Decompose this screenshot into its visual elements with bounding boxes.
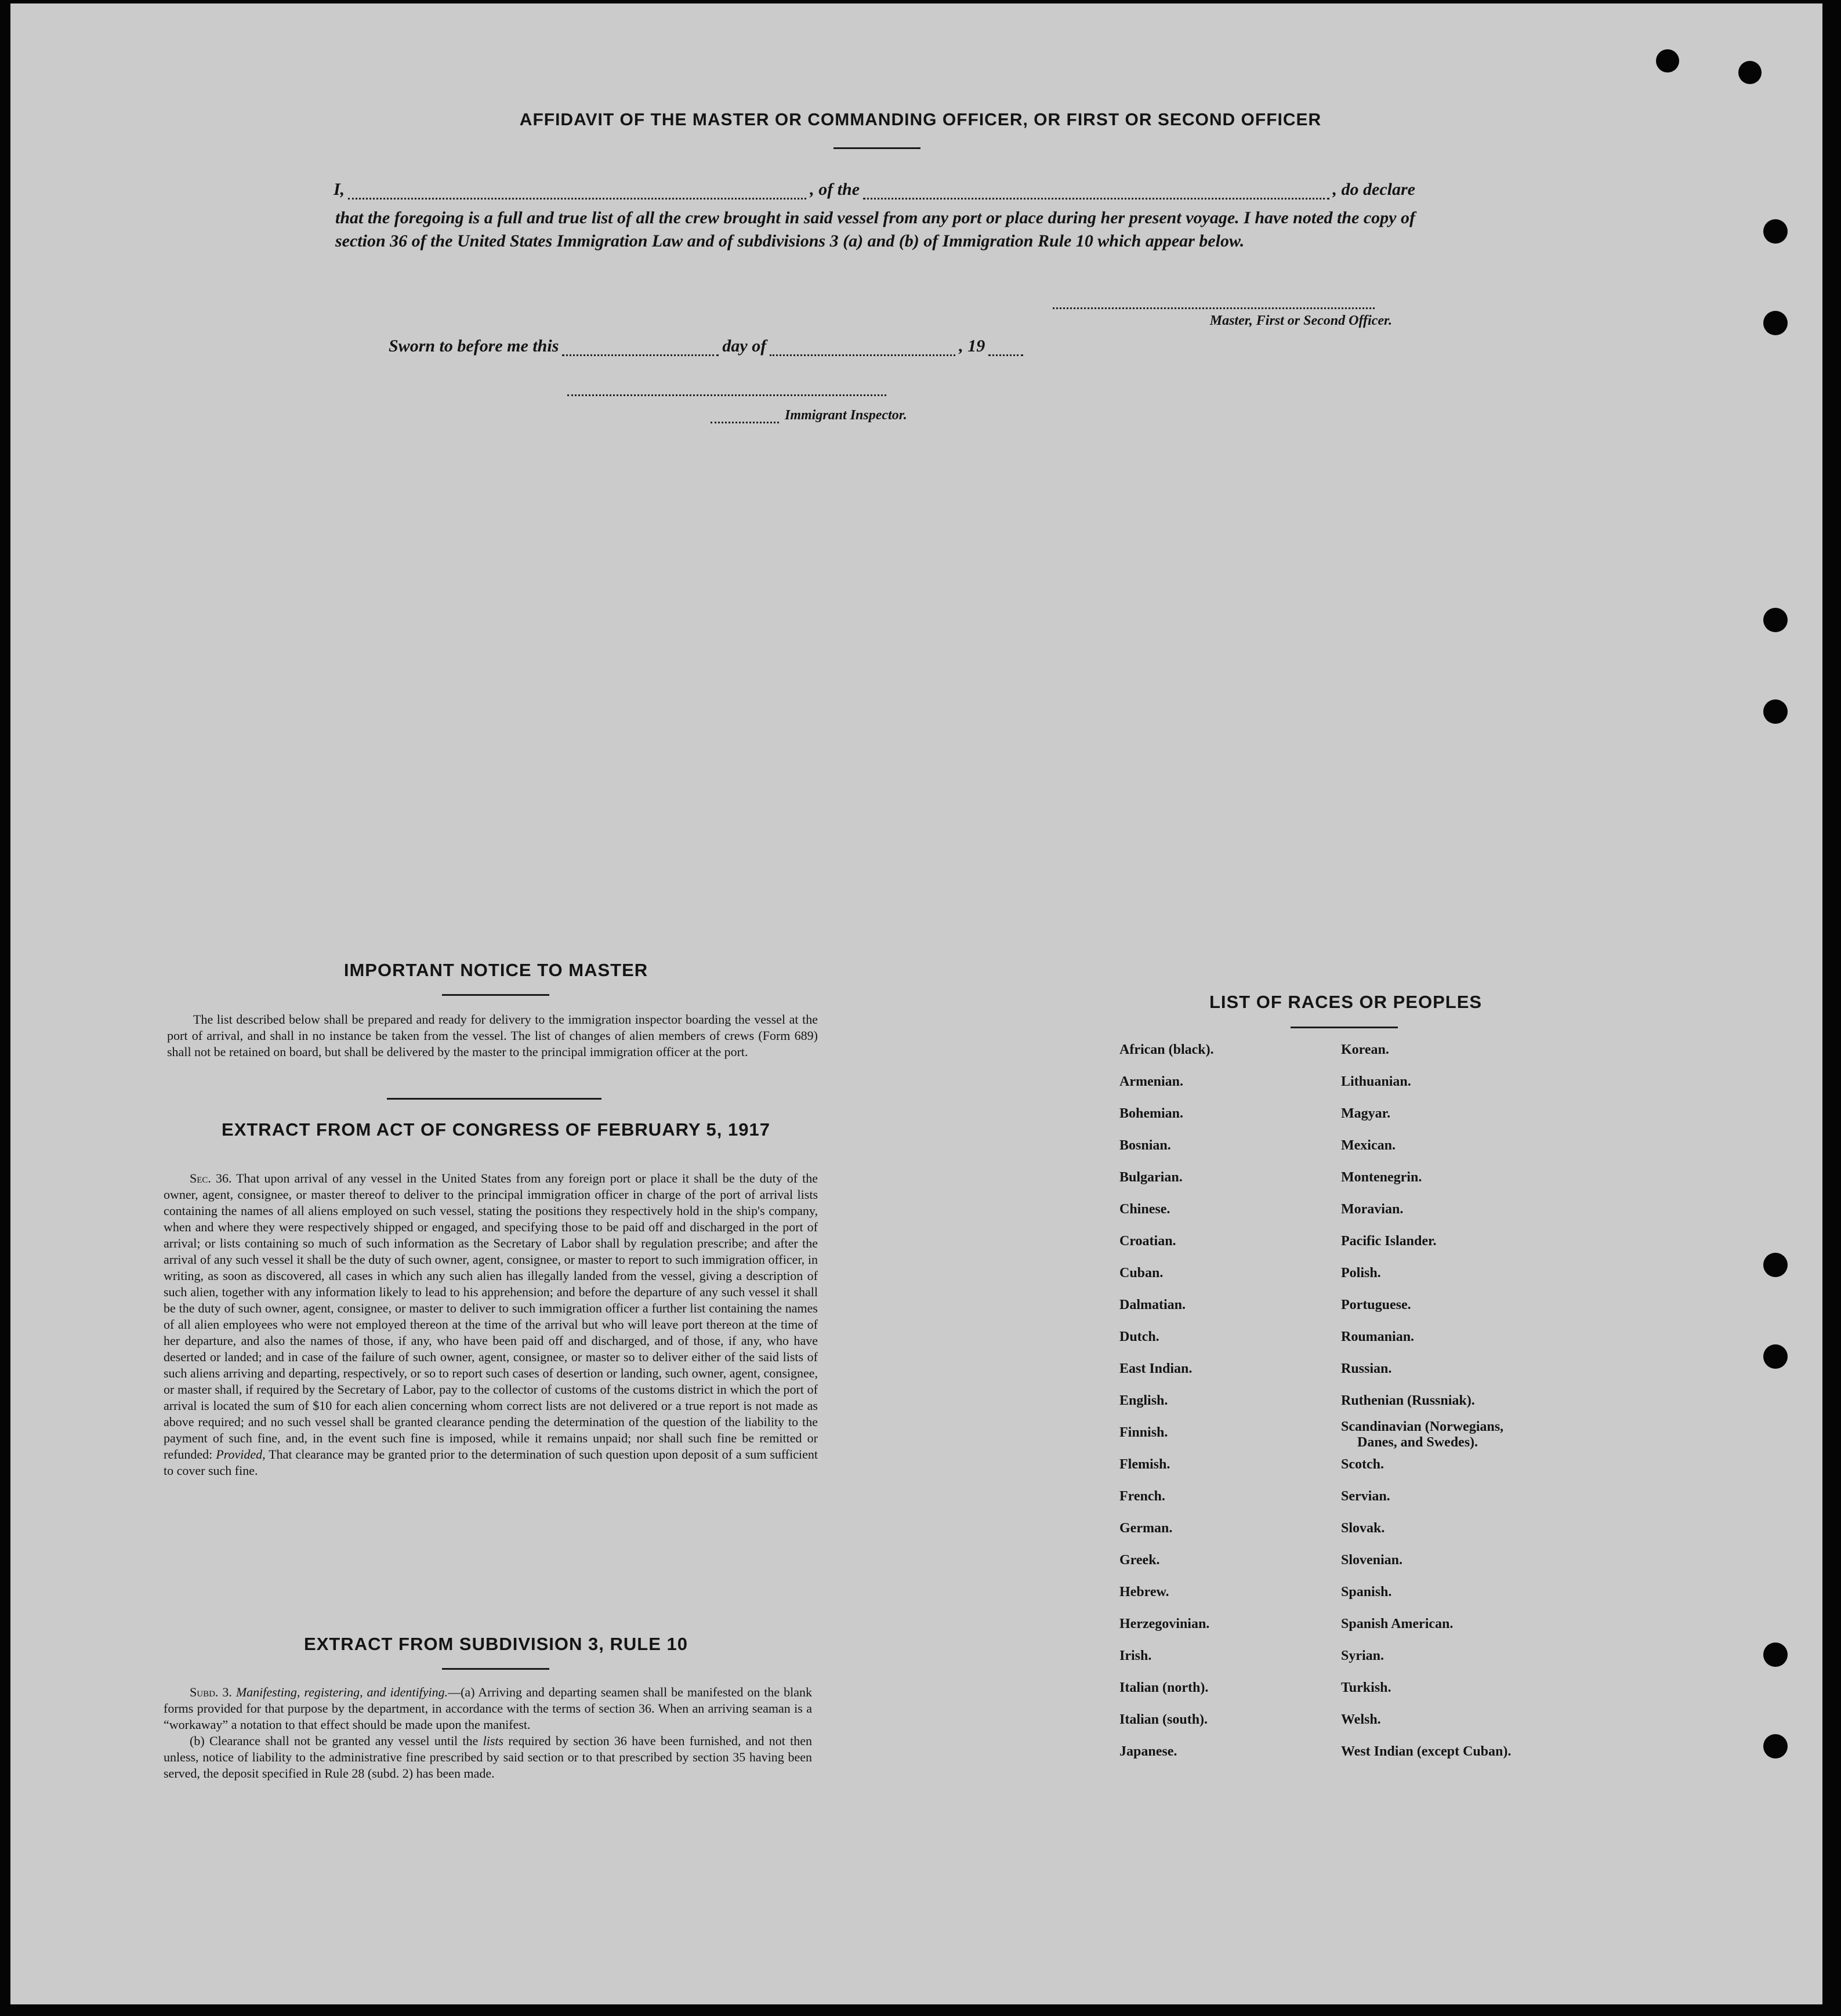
sworn-year-field[interactable] [988, 342, 1023, 356]
race-item: Lithuanian. [1341, 1074, 1411, 1089]
race-item: West Indian (except Cuban). [1341, 1744, 1512, 1759]
race-item: Korean. [1341, 1042, 1389, 1057]
race-item: Slovenian. [1341, 1553, 1403, 1568]
inspector-name-field[interactable] [711, 412, 779, 423]
race-item: Dutch. [1119, 1329, 1159, 1344]
subdivision-label: Subd. 3. [190, 1685, 232, 1699]
punch-hole [1656, 49, 1679, 72]
race-item: German. [1119, 1521, 1173, 1536]
race-item: Finnish. [1119, 1425, 1168, 1440]
subdivision-heading: Manifesting, registering, and identifying. [235, 1685, 448, 1699]
punch-hole [1763, 608, 1788, 632]
race-item: Spanish American. [1341, 1616, 1454, 1631]
race-item: Mexican. [1341, 1138, 1396, 1153]
paragraph-a: —(a) Arriving and departing seamen shall be manifested on the blank forms provided for that purpose by the department, in accordance with the terms of section 36. When an arriving seaman is a “workaway” a notation to that effect should be made upon the manifest. [164, 1685, 812, 1732]
race-item: Cuban. [1119, 1266, 1164, 1281]
punch-hole [1763, 311, 1788, 335]
paragraph-b-lists: lists [483, 1734, 504, 1748]
act-text [164, 1170, 818, 1479]
race-item: Armenian. [1119, 1074, 1183, 1089]
race-item: East Indian. [1119, 1361, 1193, 1376]
race-item: Spanish. [1341, 1584, 1392, 1600]
race-item-continuation: Danes, and Swedes). [1357, 1435, 1478, 1450]
notice-divider [442, 994, 549, 996]
race-item: Pacific Islander. [1341, 1234, 1437, 1249]
affidavit-title: AFFIDAVIT OF THE MASTER OR COMMANDING OFFICER, OR FIRST OR SECOND OFFICER [519, 110, 1322, 129]
race-item: Turkish. [1341, 1680, 1391, 1695]
declarant-label: I, [334, 180, 345, 199]
do-declare-label: , do declare [1332, 180, 1415, 199]
race-item: Herzegovinian. [1119, 1616, 1210, 1631]
punch-hole [1763, 699, 1788, 724]
race-item: Portuguese. [1341, 1297, 1411, 1312]
punch-hole [1763, 219, 1788, 244]
race-item: Bohemian. [1119, 1106, 1184, 1121]
paragraph-b-start: (b) Clearance shall not be granted any vessel until the [190, 1734, 479, 1748]
race-item: English. [1119, 1393, 1168, 1408]
section-label: Sec. 36. [190, 1171, 232, 1185]
races-divider [1291, 1027, 1398, 1028]
section-36-text: That upon arrival of any vessel in the United States from any foreign port or place it shall be the duty of the owner, agent, consignee, or master thereof to deliver to the principal immigration officer in charge of the port of arrival lists containing the names of all aliens employed on such vessel, stating the positions they respectively hold in the ship's company, when and where they were respectively shipped or engaged, and specifying those to be paid off and discharged in the port of arrival; or lists containing so much of such information as the Secretary of Labor shall by regulation prescribe; and after the arrival of any such vessel it shall be the duty of such owner, agent, consignee, or master to report to such immigration officer, in writing, as soon as discovered, all cases in which any such alien has illegally landed from the vessel, giving a description of such alien, together with any information likely to lead to his apprehension; and before the departure of any such vessel it shall be the duty of such owner, agent, consignee, or master to deliver to such immigration officer a further list containing the names of all alien employees who were not employed thereon at the time of the arrival but who will leave port thereon at the time of her departure, and also the names of those, if any, who have been paid off and discharged, and of those, if any, who have deserted or landed; and in case of the failure of such owner, agent, consignee, or master so to deliver either of the said lists of such aliens arriving and departing, respectively, or so to report such cases of desertion or landing, such owner, agent, consignee, or master shall, if required by the Secretary of Labor, pay to the collector of customs of the customs district in which the port of arrival is located the sum of $10 for each alien concerning whom correct lists are not delivered or a true report is not made as above required; and no such vessel shall be granted clearance pending the determination of the question of the liability to the payment of such fine, and, in the event such fine is imposed, while it remains unpaid; nor shall such fine be remitted or refunded: [164, 1171, 818, 1462]
day-of-label: day of [722, 336, 767, 356]
rule-title: EXTRACT FROM SUBDIVISION 3, RULE 10 [304, 1634, 688, 1654]
punch-hole [1763, 1344, 1788, 1369]
race-item: Moravian. [1341, 1202, 1404, 1217]
vessel-name-field[interactable] [863, 185, 1329, 200]
race-item: Welsh. [1341, 1712, 1381, 1727]
punch-hole [1763, 1734, 1788, 1758]
races-title: LIST OF RACES OR PEOPLES [1209, 992, 1483, 1012]
race-item: Scandinavian (Norwegians, [1341, 1419, 1504, 1434]
punch-hole [1763, 1642, 1788, 1667]
inspector-label: Immigrant Inspector. [785, 408, 907, 423]
race-item: French. [1119, 1489, 1165, 1504]
scan-border [1822, 0, 1841, 2016]
signature-label: Master, First or Second Officer. [1209, 313, 1392, 328]
rule-text [164, 1684, 812, 1782]
race-item: Italian (south). [1119, 1712, 1208, 1727]
race-item: Croatian. [1119, 1234, 1176, 1249]
race-item: Magyar. [1341, 1106, 1391, 1121]
notice-title: IMPORTANT NOTICE TO MASTER [343, 960, 648, 980]
inspector-signature-field[interactable] [567, 394, 886, 396]
race-item: Dalmatian. [1119, 1297, 1186, 1312]
sworn-month-field[interactable] [770, 342, 955, 356]
race-item: Japanese. [1119, 1744, 1177, 1759]
punch-hole [1763, 1253, 1788, 1277]
race-item: Montenegrin. [1341, 1170, 1422, 1185]
race-item: Irish. [1119, 1648, 1152, 1663]
race-item: Bulgarian. [1119, 1170, 1183, 1185]
race-item: Chinese. [1119, 1202, 1170, 1217]
provided-text: That clearance may be granted prior to the determination of such question upon deposit of a sum sufficient to cover such fine. [164, 1447, 818, 1478]
section-divider [387, 1098, 601, 1100]
act-title: EXTRACT FROM ACT OF CONGRESS OF FEBRUARY 5, 1917 [222, 1119, 770, 1140]
inspector-line [711, 408, 907, 423]
race-item: Slovak. [1341, 1521, 1385, 1536]
provided-label: Provided, [216, 1447, 266, 1462]
declarant-line [334, 180, 1415, 200]
race-item: Scotch. [1341, 1457, 1384, 1472]
race-item: Ruthenian (Russniak). [1341, 1393, 1475, 1408]
of-the-label: , of the [810, 180, 860, 199]
race-item: Roumanian. [1341, 1329, 1415, 1344]
affidavit-statement: that the foregoing is a full and true list of all the crew brought in said vessel from any port or place during her present voyage. I have noted the copy of section 36 of the United States Immigration Law and of subdivisions 3 (a) and (b) of Immigration Rule 10 which appear below. [335, 208, 1415, 251]
notice-text [167, 1011, 818, 1060]
race-item: Flemish. [1119, 1457, 1170, 1472]
notice-paragraph: The list described below shall be prepared and ready for delivery to the immigration inspector boarding the vessel at the port of arrival, and shall in no instance be taken from the vessel. The list of changes of alien members of crews (Form 689) shall not be retained on board, but shall be delivered by the master to the principal immigration officer at the port. [167, 1012, 818, 1059]
sworn-label: Sworn to before me this [389, 336, 559, 356]
race-item: African (black). [1119, 1042, 1214, 1057]
race-item: Syrian. [1341, 1648, 1385, 1663]
sworn-line [389, 336, 1027, 356]
race-item: Italian (north). [1119, 1680, 1209, 1695]
race-item: Servian. [1341, 1489, 1390, 1504]
declarant-name-field[interactable] [348, 185, 806, 200]
race-item: Hebrew. [1119, 1584, 1169, 1600]
race-item: Bosnian. [1119, 1138, 1171, 1153]
rule-divider [442, 1668, 549, 1670]
race-item: Russian. [1341, 1361, 1392, 1376]
year-label: , 19 [959, 336, 985, 356]
paragraph-b-end: required by section 36 have been furnished, and not then unless, notice of liability to the administrative fine prescribed by said section or to that prescribed by section 35 having been served, the deposit specified in Rule 28 (subd. 2) has been made. [164, 1734, 813, 1781]
sworn-day-field[interactable] [562, 342, 719, 356]
punch-hole [1738, 61, 1762, 84]
signature-field[interactable] [1053, 307, 1375, 309]
race-item: Greek. [1119, 1553, 1160, 1568]
title-divider [833, 147, 920, 149]
race-item: Polish. [1341, 1266, 1381, 1281]
